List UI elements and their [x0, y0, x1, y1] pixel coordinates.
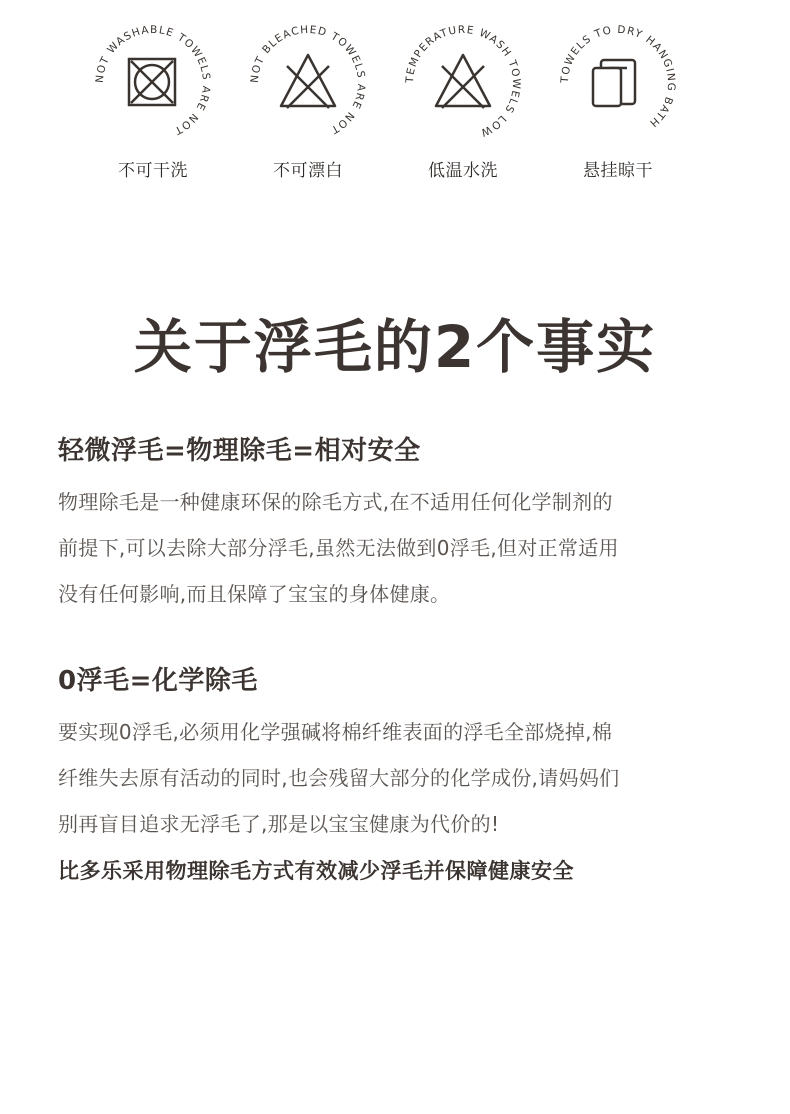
- svg-text:NOT BLEACHED TOWELS ARE NOT: NOT BLEACHED TOWELS ARE NOT: [248, 23, 368, 137]
- section-heading: 0浮毛=化学除毛: [58, 666, 258, 696]
- conclusion-text: 比多乐采用物理除毛方式有效减少浮毛并保障健康安全: [58, 859, 574, 883]
- care-icons-row: [0, 0, 790, 200]
- body-line: 前提下,可以去除大部分浮毛,虽然无法做到0浮毛,但对正常适用: [58, 536, 619, 560]
- care-item-low-temp-wash: [398, 18, 528, 181]
- body-line: 物理除毛是一种健康环保的除毛方式,在不适用任何化学制剂的: [58, 490, 613, 514]
- low-temperature-wash-icon: [398, 18, 528, 148]
- page-title: 关于浮毛的2个事实: [133, 313, 657, 381]
- section-body: [58, 709, 738, 847]
- body-line: 别再盲目追求无浮毛了,那是以宝宝健康为代价的!: [58, 812, 500, 836]
- section-heading: 轻微浮毛=物理除毛=相对安全: [58, 436, 421, 466]
- care-label-dry-clean: 不可干洗: [118, 161, 188, 181]
- care-label-low-temp-wash: 低温水洗: [428, 161, 498, 181]
- care-label-hang-dry: 悬挂晾干: [583, 161, 653, 181]
- care-item-hang-dry: [553, 18, 683, 181]
- care-item-dry-clean: [88, 18, 218, 181]
- dry-clean-prohibited-icon: [88, 18, 218, 148]
- section-body: [58, 479, 738, 617]
- body-line: 没有任何影响,而且保障了宝宝的身体健康。: [58, 582, 451, 606]
- svg-text:NOT WASHABLE TOWELS ARE NOT: NOT WASHABLE TOWELS ARE NOT: [93, 23, 213, 137]
- hang-dry-icon: [553, 18, 683, 148]
- section-chemical-removal: [58, 660, 738, 847]
- care-item-bleach: [243, 18, 373, 181]
- section-physical-removal: [58, 430, 738, 617]
- svg-text:TEMPERATURE WASH TOWELS LOW: TEMPERATURE WASH TOWELS LOW: [403, 23, 523, 139]
- care-label-bleach: 不可漂白: [273, 161, 343, 181]
- bleach-prohibited-icon: [243, 18, 373, 148]
- body-line: 要实现0浮毛,必须用化学强碱将棉纤维表面的浮毛全部烧掉,棉: [58, 720, 613, 744]
- body-line: 纤维失去原有活动的同时,也会残留大部分的化学成份,请妈妈们: [58, 766, 620, 790]
- svg-text:TOWELS TO DRY HANGING BATH: TOWELS TO DRY HANGING BATH: [558, 23, 678, 130]
